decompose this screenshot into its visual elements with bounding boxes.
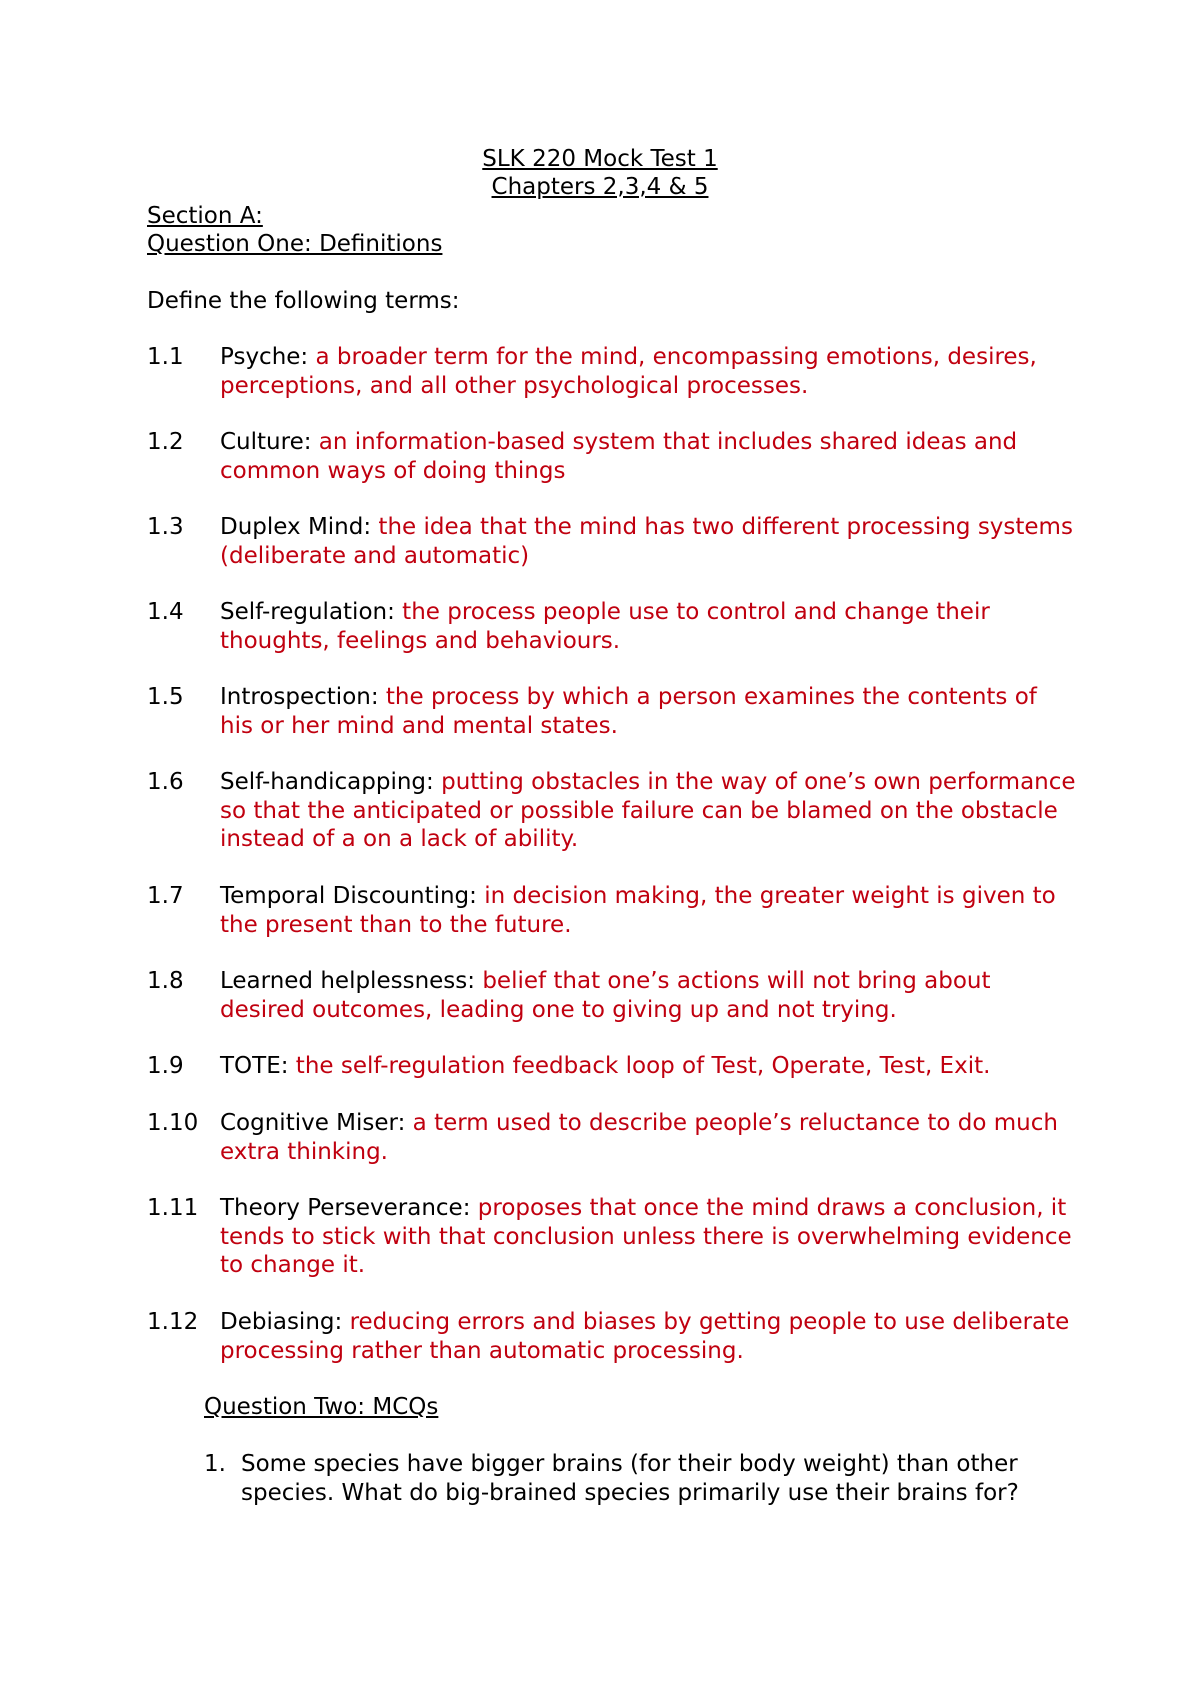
definition-number: 1.5	[147, 684, 184, 710]
definition-answer: proposes that once the mind draws a conclusion, it tends to stick with that conclusion unless there is overwhelming evidence to change it.	[220, 1195, 1072, 1278]
definition-term: Learned helplessness:	[220, 968, 476, 994]
document-title: SLK 220 Mock Test 1	[482, 146, 718, 172]
question-one-heading: Question One: Definitions	[147, 231, 443, 257]
definition-item	[147, 882, 1077, 939]
definition-term: Theory Perseverance:	[220, 1195, 471, 1221]
definition-term: Self-regulation:	[220, 599, 395, 625]
definition-answer: reducing errors and biases by getting people to use deliberate processing rather than automatic processing.	[220, 1309, 1070, 1364]
definition-item	[147, 343, 1077, 400]
mcq-item	[204, 1450, 1034, 1507]
definition-term: Psyche:	[220, 344, 309, 370]
section-heading: Section A:	[147, 203, 263, 229]
definition-number: 1.10	[147, 1110, 199, 1136]
definition-item	[147, 1308, 1077, 1365]
definition-term: Temporal Discounting:	[220, 883, 477, 909]
definition-number: 1.12	[147, 1309, 199, 1335]
definition-item	[147, 1194, 1077, 1280]
question-two-heading: Question Two: MCQs	[204, 1394, 439, 1420]
definition-number: 1.2	[147, 429, 184, 455]
definition-number: 1.8	[147, 968, 184, 994]
definition-term: Debiasing:	[220, 1309, 343, 1335]
definition-term: Self-handicapping:	[220, 769, 434, 795]
definition-number: 1.6	[147, 769, 184, 795]
definition-item	[147, 768, 1077, 854]
definition-item	[147, 598, 1077, 655]
definition-term: Duplex Mind:	[220, 514, 372, 540]
definition-answer: the process people use to control and change their thoughts, feelings and behaviours.	[220, 599, 990, 654]
definition-number: 1.11	[147, 1195, 199, 1221]
definition-answer: belief that one’s actions will not bring about desired outcomes, leading one to giving up and not trying.	[220, 968, 991, 1023]
definition-term: Cognitive Miser:	[220, 1110, 406, 1136]
definition-number: 1.9	[147, 1053, 184, 1079]
definition-answer: putting obstacles in the way of one’s own performance so that the anticipated or possible failure can be blamed on the obstacle instead of a on a lack of ability.	[220, 769, 1076, 852]
definition-number: 1.7	[147, 883, 184, 909]
definition-answer: in decision making, the greater weight is given to the present than to the future.	[220, 883, 1056, 938]
document-subtitle: Chapters 2,3,4 & 5	[491, 174, 709, 200]
definition-number: 1.1	[147, 344, 184, 370]
definition-number: 1.4	[147, 599, 184, 625]
instruction-text: Define the following terms:	[147, 288, 460, 314]
definition-item	[147, 428, 1077, 485]
definition-item	[147, 1109, 1077, 1166]
mcq-question-text: Some species have bigger brains (for their body weight) than other species. What do big-brained species primarily use their brains for?	[241, 1451, 1019, 1506]
definition-term: Culture:	[220, 429, 312, 455]
definition-answer: a broader term for the mind, encompassing emotions, desires, perceptions, and all other psychological processes.	[220, 344, 1037, 399]
definition-number: 1.3	[147, 514, 184, 540]
mcq-number: 1.	[204, 1451, 226, 1477]
definition-answer: a term used to describe people’s reluctance to do much extra thinking.	[220, 1110, 1058, 1165]
definition-term: TOTE:	[220, 1053, 289, 1079]
definition-item	[147, 513, 1077, 570]
definition-answer: the idea that the mind has two different processing systems (deliberate and automatic)	[220, 514, 1073, 569]
definition-answer: the process by which a person examines the contents of his or her mind and mental states.	[220, 684, 1037, 739]
definition-item	[147, 683, 1077, 740]
definition-answer: an information-based system that includes shared ideas and common ways of doing things	[220, 429, 1018, 484]
definition-answer: the self-regulation feedback loop of Test, Operate, Test, Exit.	[295, 1053, 991, 1079]
definition-item	[147, 1052, 1077, 1081]
definition-term: Introspection:	[220, 684, 379, 710]
definition-item	[147, 967, 1077, 1024]
